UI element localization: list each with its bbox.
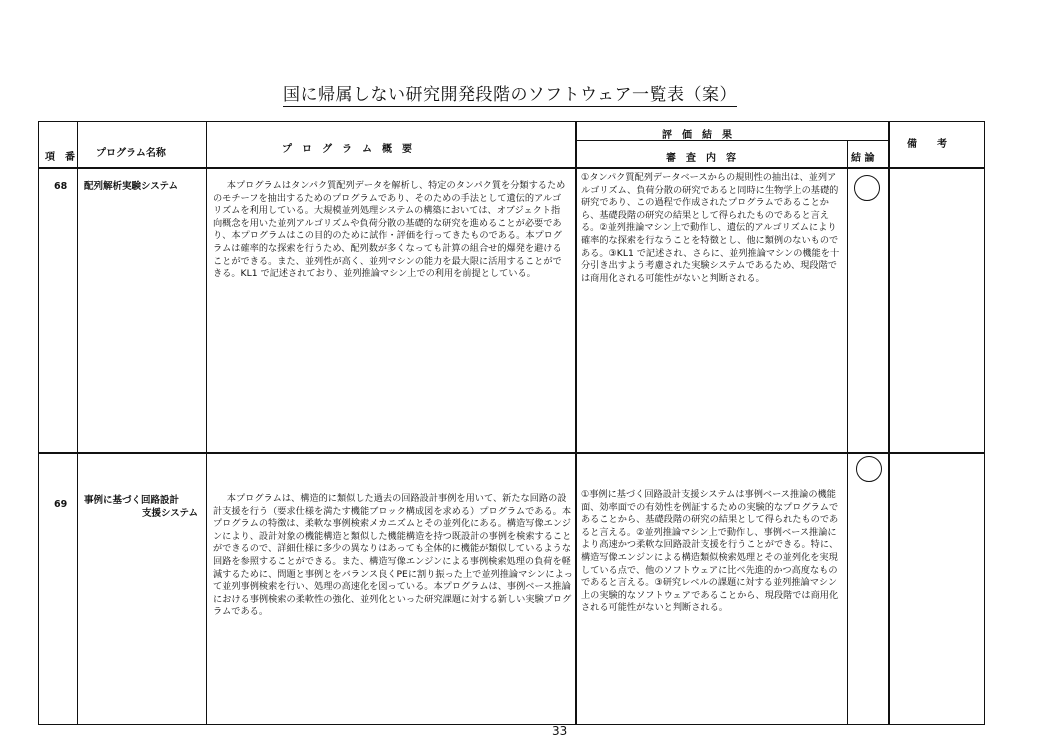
circle-mark-icon xyxy=(854,175,880,201)
circle-mark-icon xyxy=(856,456,882,482)
program-name xyxy=(84,494,204,520)
program-overview: 本プログラムは、構造的に類似した過去の回路設計事例を用いて、新たな回路の設計支援を行う（要求仕様を満たす機能ブロック構成図を求める）プログラムである。本プログラムの特徴は、柔軟な事例検索メカニズムとその並列化にある。構造写像エンジンにより、設計対象の機能構造と類似した機能構造を持つ既設計の事例を検索することができるので、詳細仕様に多少の異なりはあっても全体的に機能が類似しているような回路を参照することができる。また、構造写像エンジンによる事例検索処理の負荷を軽減するために、問題と事例とをバランス良くPEに割り振った上で並列推論マシンによって並列事例検索を行い、処理の高速化を図っている。本プログラムは、事例ベース推論における事例検索の柔軟性の強化、並列化といった研究課題に対する新しい実験プログラムである。 xyxy=(213,493,573,618)
program-name-line: 配列解析実験システム xyxy=(84,181,179,192)
review-content: ①事例に基づく回路設計支援システムは事例ベース推論の機能面、効率面での有効性を例証するための実験的なプログラムであることから、基礎段階の研究の結果として得られたものであると言える。②並列推論マシン上で動作し、事例ベース推論により高速かつ柔軟な回路設計支援を行うことができる。特に、構造写像エンジンによる構造類似検索処理とその並列化を実現している点で、他のソフトウェアに比べ先進的かつ高度なものであると言える。③研究レベルの課題に対する並列推論マシン上の実験的なソフトウェアであることから、現段階では商用化される可能性がないと判断される。 xyxy=(581,489,839,614)
header-conclusion: 結 論 xyxy=(851,153,875,164)
column-divider-conclusion xyxy=(888,121,890,725)
header-no: 項 番 xyxy=(45,152,75,163)
program-overview: 本プログラムはタンパク質配列データを解析し、特定のタンパク質を分類するためのモチーフを抽出するためのプログラムであり、そのための手法として遺伝的アルゴリズムを利用している。大規模並列処理システムの構築においては、オブジェクト指向概念を用いた並列アルゴリズムや負荷分散の基礎的な研究を進めることが必要であり、本プログラムはこの目的のために試作・評価を行ってきたものである。本プログラムは確率的な探索を行うため、配列数が多くなっても計算の組合せ的爆発を避けることができる。また、並列性が高く、並列マシンの能力を最大限に活用することができる。KL1 で記述されており、並列推論マシン上での利用を前提としている。 xyxy=(213,180,566,280)
header-review: 審 査 内 容 xyxy=(666,153,736,164)
row-number: 69 xyxy=(54,499,68,510)
header-bottom-line xyxy=(38,167,985,169)
column-divider-overview xyxy=(575,121,577,725)
header-overview: プ ロ グ ラ ム 概 要 xyxy=(282,144,412,155)
column-divider-name xyxy=(206,121,207,725)
column-divider-review xyxy=(847,141,848,725)
program-name xyxy=(84,180,204,193)
review-content: ①タンパク質配列データベースからの規則性の抽出は、並列アルゴリズム、負荷分散の研究であると同時に生物学上の基礎的研究であり、この過程で作成されたプログラムであることから、基礎段階の研究の結果として得られたものであると言える。②並列推論マシン上で動作し、遺伝的アルゴリズムにより確率的な探索を行なうことを特徴とし、他に類例のないものである。③KL1 で記述され、さらに、並列推論マシンの機能を十分引き出すよう考慮された実験システムであるため、現段階では商用化される可能性がないと判断される。 xyxy=(581,172,840,284)
program-name-line: 支援システム xyxy=(142,508,199,519)
program-name-line: 事例に基づく回路設計 xyxy=(84,495,180,506)
row-divider xyxy=(38,452,985,454)
header-remarks: 備 考 xyxy=(907,139,947,150)
document-title: 国に帰属しない研究開発段階のソフトウェア一覧表（案） xyxy=(283,80,737,107)
column-divider-no xyxy=(77,121,78,725)
row-number: 68 xyxy=(54,181,68,192)
header-evaluation: 評 価 結 果 xyxy=(662,130,732,141)
page-number: 33 xyxy=(552,724,568,738)
header-program-name: プログラム名称 xyxy=(96,148,166,159)
